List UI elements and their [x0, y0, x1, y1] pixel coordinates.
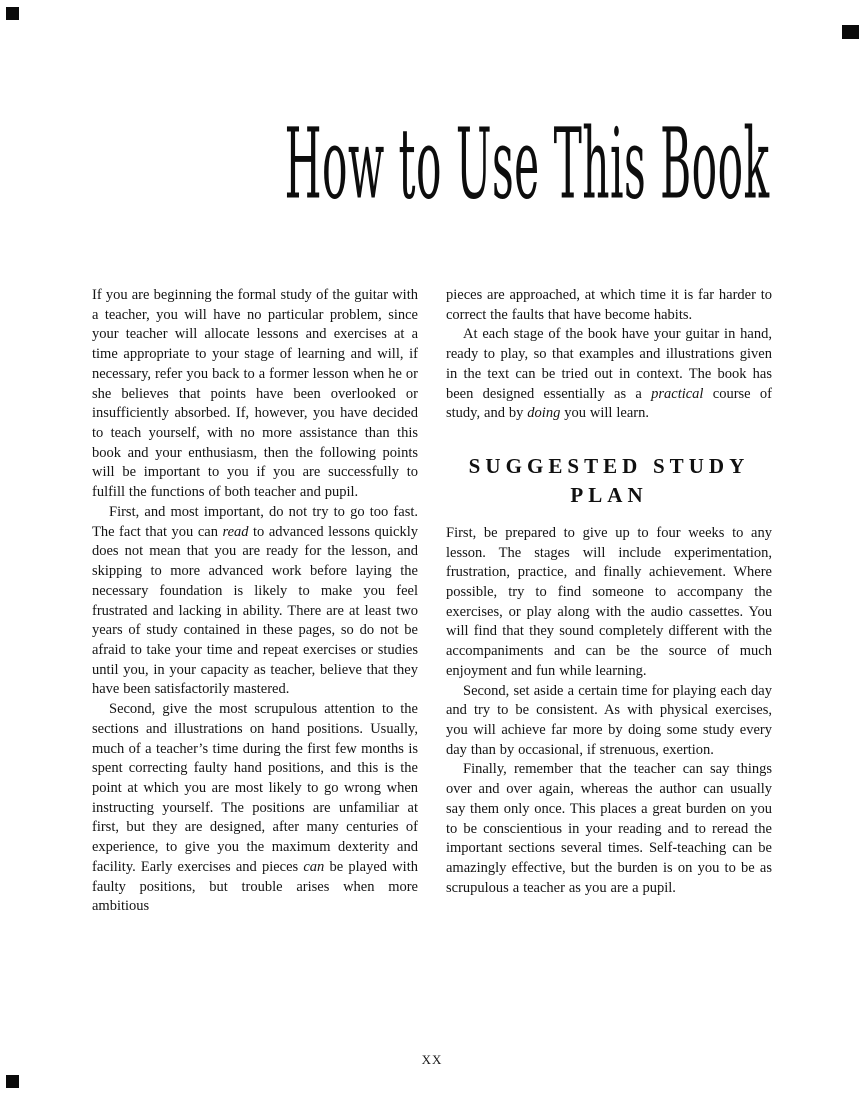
section-heading: SUGGESTED STUDY PLAN — [468, 454, 750, 508]
corner-mark-bottom-left — [6, 1075, 19, 1088]
title-area — [0, 107, 864, 221]
text-segment: If you are beginning the formal study of the guitar with a teacher, you will have no particular problem, since your teacher will allocate lessons and exercises at a time appropriate to your stage of learning and will, if necessary, refer you back to a former lesson when he or she believes that points have been overlooked or insufficiently absorbed. If, however, you have decided to teach yourself, with no more assistance than this book and your enthusiasm, then the following points will be important to you if you are successfully to fulfill the functions of both teacher and pupil. — [92, 287, 418, 501]
page-title: How to Use This Book — [284, 107, 770, 221]
paragraph — [446, 682, 772, 761]
text-segment: pieces are approached, at which time it is far harder to correct the faults that have become habits. — [446, 287, 772, 323]
text-segment: course of study, and by — [446, 385, 772, 422]
page-number: XX — [421, 1052, 443, 1067]
paragraph — [446, 524, 772, 682]
paragraph — [446, 325, 772, 424]
text-segment: Second, set aside a certain time for playing each day and try to be consistent. As with physical exercises, you will achieve far more by doing some study every day than by occasional, if strenuous, exertion. — [446, 682, 772, 758]
paragraph — [446, 286, 772, 325]
italic-text-segment: read — [222, 523, 249, 540]
italic-text-segment: can — [303, 858, 325, 875]
italic-text-segment: doing — [527, 405, 561, 422]
column-right — [446, 286, 772, 917]
paragraph — [446, 760, 772, 898]
text-segment: First, and most important, do not try to go too fast. The fact that you can — [92, 503, 418, 540]
text-segment: At each stage of the book have your guitar in hand, ready to play, so that examples and illustrations given in the text can be tried out in context. The book has been designed essentially as a — [446, 326, 772, 402]
italic-text-segment: practical — [651, 385, 704, 402]
text-segment: Second, give the most scrupulous attention to the sections and illustrations on hand positions. Usually, much of a teacher’s time during the first few months is spent correcting faulty hand positions, and this is the point at which you are most likely to go wrong when instructing yourself. The positions are unfamiliar at first, but they are designed, after many centuries of experience, to give you the maximum dexterity and facility. Early exercises and pieces — [92, 701, 418, 875]
paragraph — [92, 503, 418, 700]
corner-mark-top-right — [842, 25, 859, 39]
text-segment: First, be prepared to give up to four weeks to any lesson. The stages will include experimentation, frustration, practice, and finally achievement. Where possible, try to find someone to accompany the exercises, or play along with the audio cassettes. You will find that they sound completely different with the accompaniments and can be the source of much enjoyment and fun while learning. — [446, 524, 772, 679]
text-segment: be played with faulty positions, but trouble arises when more ambitious — [92, 858, 418, 915]
corner-mark-top-left — [6, 7, 19, 20]
text-segment: Finally, remember that the teacher can say things over and over again, whereas the author can usually say them only once. This places a great burden on you to be conscientious in your reading and to reread the important sections several times. Self-teaching can be amazingly effective, but the burden is on you to be as scrupulous a teacher as you are a pupil. — [446, 761, 772, 896]
text-columns — [0, 220, 864, 917]
paragraph — [92, 286, 418, 503]
column-left — [92, 286, 418, 917]
text-segment: you will learn. — [560, 405, 649, 422]
paragraph — [92, 700, 418, 917]
text-segment: to advanced lessons quickly does not mean that you are ready for the lesson, and skipping to more advanced work before laying the necessary foundation is likely to make you feel frustrated and lacking in ability. There are at least two years of study contained in these pages, so do not be afraid to take your time and repeat exercises or studies until you, in your capacity as teacher, believe that they have been satisfactorily mastered. — [92, 523, 418, 698]
